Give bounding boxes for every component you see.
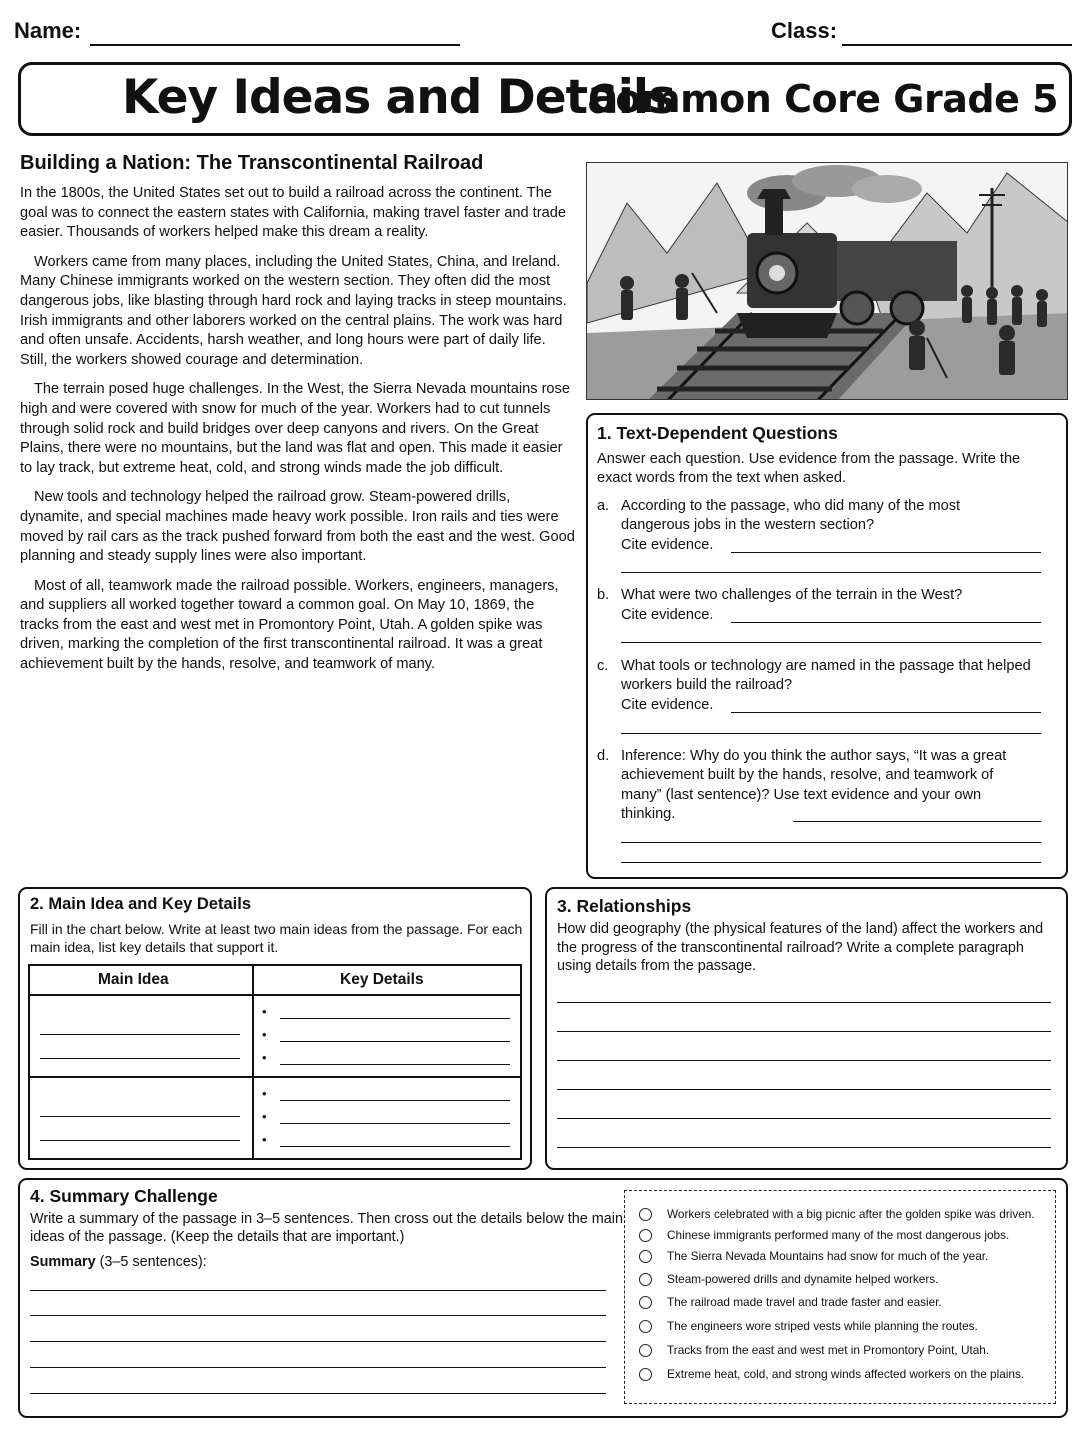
detail-line[interactable] bbox=[280, 1146, 510, 1147]
passage-paragraph: Most of all, teamwork made the railroad possible. Workers, engineers, managers, and suppliers all worked together toward a common goal. On May 10, 1869, the tracks from the east and west met in Promontory Point, Utah. A golden spike was driven, marking the completion of the first transcontinental railroad. It was a great achievement built by the hands, resolve, and teamwork of many. bbox=[20, 577, 559, 673]
summary-line[interactable] bbox=[30, 1367, 606, 1368]
summary-line[interactable] bbox=[30, 1393, 606, 1394]
cite-evidence-label: Cite evidence. bbox=[621, 607, 714, 623]
answer-line[interactable] bbox=[621, 842, 1041, 843]
answer-line[interactable] bbox=[557, 1060, 1051, 1061]
question-a-letter: a. bbox=[597, 498, 610, 514]
answer-line[interactable] bbox=[557, 1002, 1051, 1003]
section3-instructions: How did geography (the physical features of the land) affect the workers and the progress of the transcontinental railroad? Write a complete paragraph using details from the passage. bbox=[557, 921, 1044, 975]
answer-line[interactable] bbox=[557, 1118, 1051, 1119]
section3-heading: 3. Relationships bbox=[557, 896, 692, 916]
detail-line[interactable] bbox=[280, 1064, 510, 1065]
bullet: • bbox=[262, 1086, 267, 1101]
passage-title: Building a Nation: The Transcontinental Railroad bbox=[20, 152, 484, 174]
radio-circle-icon[interactable] bbox=[639, 1229, 652, 1242]
bullet: • bbox=[262, 1132, 267, 1147]
answer-line[interactable] bbox=[557, 1147, 1051, 1148]
passage-text bbox=[20, 184, 575, 685]
railroad-illustration bbox=[586, 162, 1068, 400]
radio-circle-icon[interactable] bbox=[639, 1273, 652, 1286]
cite-evidence-label: Cite evidence. bbox=[621, 537, 714, 553]
summary-line[interactable] bbox=[30, 1290, 606, 1291]
class-field[interactable] bbox=[842, 44, 1072, 46]
section2-instructions: Fill in the chart below. Write at least two main ideas from the passage. For each main idea, list key details that support it. bbox=[30, 921, 523, 955]
summary-line[interactable] bbox=[30, 1341, 606, 1342]
radio-circle-icon[interactable] bbox=[639, 1208, 652, 1221]
page-subtitle: Common Core Grade 5 bbox=[588, 77, 1059, 121]
summary-label: Summary bbox=[30, 1254, 96, 1270]
radio-circle-icon[interactable] bbox=[639, 1250, 652, 1263]
passage-paragraph: In the 1800s, the United States set out to build a railroad across the continent. The goal was to connect the eastern states with California, making travel faster and trade easier. Thousands of workers helped make this dream a reality. bbox=[20, 185, 566, 241]
answer-line[interactable] bbox=[621, 572, 1041, 573]
question-d-letter: d. bbox=[597, 748, 610, 764]
main-idea-line[interactable] bbox=[40, 1116, 240, 1117]
passage-paragraph: New tools and technology helped the railroad grow. Steam-powered drills, dynamite, and special machines made heavy work possible. Iron rails and ties were moved by rail cars as the track pushed forward from both the east and the west. Good planning and steady supply lines were also important. bbox=[20, 489, 575, 565]
section4-heading: 4. Summary Challenge bbox=[30, 1186, 218, 1206]
summary-line[interactable] bbox=[30, 1315, 606, 1316]
main-idea-line[interactable] bbox=[40, 1140, 240, 1141]
summary-label-row bbox=[30, 1253, 207, 1272]
passage-paragraph: The terrain posed huge challenges. In the West, the Sierra Nevada mountains rose high and were covered with snow for much of the year. Workers had to cut tunnels through solid rock and build bridges over deep canyons and rivers. On the Great Plains, there were no mountains, but the land was flat and open. This made it easier to lay track, but extreme heat, cold, and strong winds made the job difficult. bbox=[20, 381, 570, 476]
details-options-box: Workers celebrated with a big picnic after the golden spike was driven. Chinese immigrants performed many of the most dangerous jobs. The Sierra Nevada Mountains had snow for much of the year. Steam-powered drills and dynamite helped workers. The railroad made travel and trade faster and easier. The engineers wore striped vests while planning the routes. Tracks from the east and west met in Promontory Point, Utah. Extreme heat, cold, and strong winds affected workers on the plains. bbox=[624, 1190, 1056, 1404]
radio-circle-icon[interactable] bbox=[639, 1344, 652, 1357]
class-label: Class: bbox=[771, 18, 838, 43]
question-c-letter: c. bbox=[597, 658, 609, 674]
main-idea-header: Main Idea bbox=[98, 971, 169, 988]
answer-line[interactable] bbox=[793, 821, 1041, 822]
main-idea-table bbox=[28, 964, 522, 1160]
summary-hint: (3–5 sentences): bbox=[95, 1254, 207, 1270]
train-drawing-icon bbox=[587, 163, 1068, 400]
bullet: • bbox=[262, 1109, 267, 1124]
answer-line[interactable] bbox=[621, 733, 1041, 734]
bullet: • bbox=[262, 1027, 267, 1042]
answer-line[interactable] bbox=[731, 712, 1041, 713]
question-b-text: What were two challenges of the terrain in the West? bbox=[621, 587, 963, 603]
detail-line[interactable] bbox=[280, 1100, 510, 1101]
cite-evidence-label: Cite evidence. bbox=[621, 697, 714, 713]
section1-instructions: Answer each question. Use evidence from the passage. Write the exact words from the text when asked. bbox=[597, 451, 1021, 486]
bullet: • bbox=[262, 1050, 267, 1065]
question-b-letter: b. bbox=[597, 587, 610, 603]
radio-circle-icon[interactable] bbox=[639, 1368, 652, 1381]
page-title: Key Ideas and Details bbox=[122, 70, 675, 125]
radio-circle-icon[interactable] bbox=[639, 1320, 652, 1333]
question-d-text: Inference: Why do you think the author says, “It was a great achievement built by the hands, resolve, and teamwork of many” (last sentence)? Use text evidence and your own thinking. bbox=[621, 748, 1007, 823]
answer-line[interactable] bbox=[621, 642, 1041, 643]
detail-line[interactable] bbox=[280, 1041, 510, 1042]
answer-line[interactable] bbox=[731, 552, 1041, 553]
answer-line[interactable] bbox=[557, 1031, 1051, 1032]
key-details-header: Key Details bbox=[340, 971, 424, 988]
main-idea-line[interactable] bbox=[40, 1034, 240, 1035]
question-c-text: What tools or technology are named in the passage that helped workers build the railroad? bbox=[621, 658, 1031, 694]
name-field[interactable] bbox=[90, 44, 460, 46]
section4-instructions: Write a summary of the passage in 3–5 sentences. Then cross out the details below the main ideas of the passage. (Keep the details that are important.) bbox=[30, 1211, 624, 1245]
answer-line[interactable] bbox=[557, 1089, 1051, 1090]
radio-circle-icon[interactable] bbox=[639, 1296, 652, 1309]
passage-paragraph: Workers came from many places, including the United States, China, and Ireland. Many Chinese immigrants worked on the western section. They often did the most dangerous jobs, like blasting through hard rock and laying tracks in steep mountains. Irish immigrants and other laborers worked on the central plains. The work was hard and often unsafe. Accidents, harsh weather, and long hours were part of daily life. Still, the workers showed courage and determination. bbox=[20, 253, 567, 368]
section1-heading: 1. Text-Dependent Questions bbox=[597, 423, 838, 443]
main-idea-line[interactable] bbox=[40, 1058, 240, 1059]
question-a-text: According to the passage, who did many of the most dangerous jobs in the western section? bbox=[621, 498, 961, 534]
section2-heading: 2. Main Idea and Key Details bbox=[30, 895, 251, 913]
detail-line[interactable] bbox=[280, 1018, 510, 1019]
detail-line[interactable] bbox=[280, 1123, 510, 1124]
name-label: Name: bbox=[14, 18, 82, 43]
answer-line[interactable] bbox=[621, 862, 1041, 863]
bullet: • bbox=[262, 1004, 267, 1019]
answer-line[interactable] bbox=[731, 622, 1041, 623]
